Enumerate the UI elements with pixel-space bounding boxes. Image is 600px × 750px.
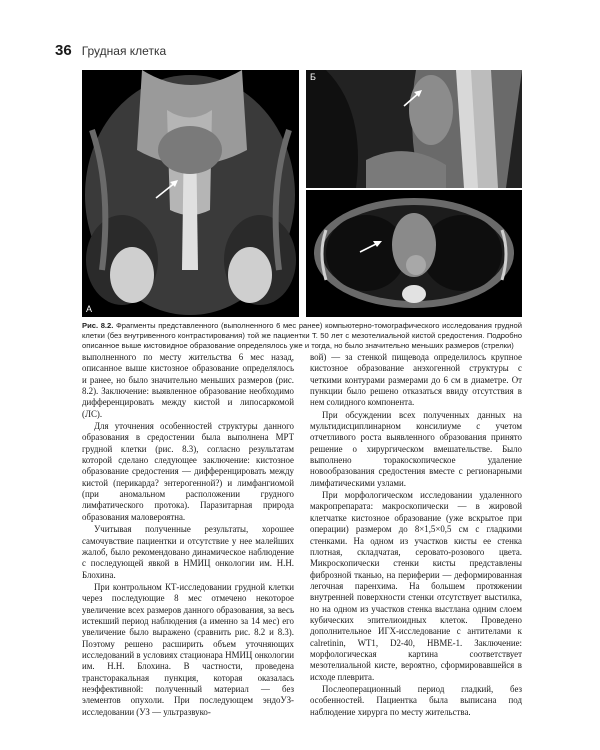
- paragraph: Для уточнения особенностей структуры данного образования в средостении была выполнена МРТ грудной клетки (рис. 8.3), согласно результатам которой сделано следующее заключение: кистозное образование средостения — дифференцировать между кистой (перикарда? энтерогенной?) и лимфангиомой (при аномальном расположении грудного лимфатического протока). Паразитарная природа образования маловероятна.: [82, 421, 294, 522]
- ct-image-sagittal: [306, 70, 522, 188]
- arrow-icon: [402, 88, 424, 108]
- paragraph: выполненного по месту жительства 6 мес назад, описанное выше кистозное образование определялось и ранее, но было значительно меньших размеров (рис. 8.2). Заключение: выявленное образование необходимо дифференцировать между кистой и липосаркомой (ЛС).: [82, 352, 294, 419]
- paragraph: Послеоперационный период гладкий, без особенностей. Пациентка была выписана под наблюдение хирурга по месту жительства.: [310, 683, 522, 717]
- paragraph: При контрольном КТ-исследовании грудной клетки через последующие 8 мес отмечено некоторое увеличение всех размеров данного образования, за весь истекший период наблюдения (а именно за 14 мес) его увеличение было выражено (сравнить рис. 8.2 и 8.3). Поэтому решено расширить объем уточняющих исследований в условиях стационара НМИЦ онкологии им. Н.Н. Блохина. В частности, проведена трансторакальная пункция, которая оказалась неэффективной: полученный материал — без элементов опухоли. При последующем эндоУЗ-исследовании (УЗ — ультразвуко-: [82, 581, 294, 717]
- panel-label-b: Б: [310, 72, 316, 82]
- running-header: [55, 42, 550, 62]
- paragraph: При обсуждении всех полученных данных на мультидисциплинарном консилиуме с учетом отчетливого роста выявленного образования принято решение о хирургическом вмешательстве. Было выполнено торакоскопическое удаление новообразования средостения вместе с регионарными лимфатическими узлами.: [310, 409, 522, 488]
- paragraph: Учитывая полученные результаты, хорошее самочувствие пациентки и отсутствие у нее малейших жалоб, было рекомендовано динамическое наблюдение с последующей явкой в НМИЦ онкологии им. Н.Н. Блохина.: [82, 524, 294, 580]
- ct-image-axial: [306, 190, 522, 317]
- caption-label: Рис. 8.2.: [82, 321, 114, 330]
- text-column-right: [310, 352, 522, 718]
- arrow-icon: [358, 238, 384, 254]
- figure-caption: [82, 321, 522, 352]
- chapter-title: Грудная клетка: [81, 44, 167, 58]
- ct-image-coronal: [82, 70, 299, 317]
- caption-text: Фрагменты представленного (выполненного 6 мес ранее) компьютерно-томографического исследования грудной клетки (без внутривенного контрастирования) той же пациентки Т. 50 лет с мезотелиальной кистой средостения. Подробно описанное выше кистовидное образование определялось уже и тогда, но было значительно меньших размеров (стрелки): [82, 321, 522, 351]
- page-number: 36: [55, 42, 72, 59]
- paragraph: При морфологическом исследовании удаленного макропрепарата: макроскопически — в жировой клетчатке кистозное образование (уже вскрытое при операции) размером до 8×1,5×0,5 см с гладкими стенками. На одном из участков кисты ее стенка плотная, складчатая, серовато-розового цвета. Микроскопически стенки кисты представлены фиброзной тканью, на периферии — деформированная легочная паренхима. На большем протяжении внутренней поверхности стенки отсутствует выстилка, но на одном из участков стенка выстлана одним слоем кубических эпителиоидных клеток. Проведено дополнительное ИГХ-исследование с антителами к calretinin, WT1, D2-40, HBME-1. Заключение: морфологическая картина соответствует мезотелиальной кисте, вероятно, сформировавшейся в исходе плеврита.: [310, 490, 522, 682]
- text-column-left: [82, 352, 294, 718]
- paragraph: вой) — за стенкой пищевода определилось крупное кистозное образование анэхогенной структуры с четкими контурами размерами до 6 см в диаметре. От пункции было решено отказаться ввиду отсутствия в нем солидного компонента.: [310, 352, 522, 408]
- arrow-icon: [154, 178, 180, 200]
- figure-8-2: [82, 70, 522, 317]
- panel-label-a: А: [86, 304, 93, 314]
